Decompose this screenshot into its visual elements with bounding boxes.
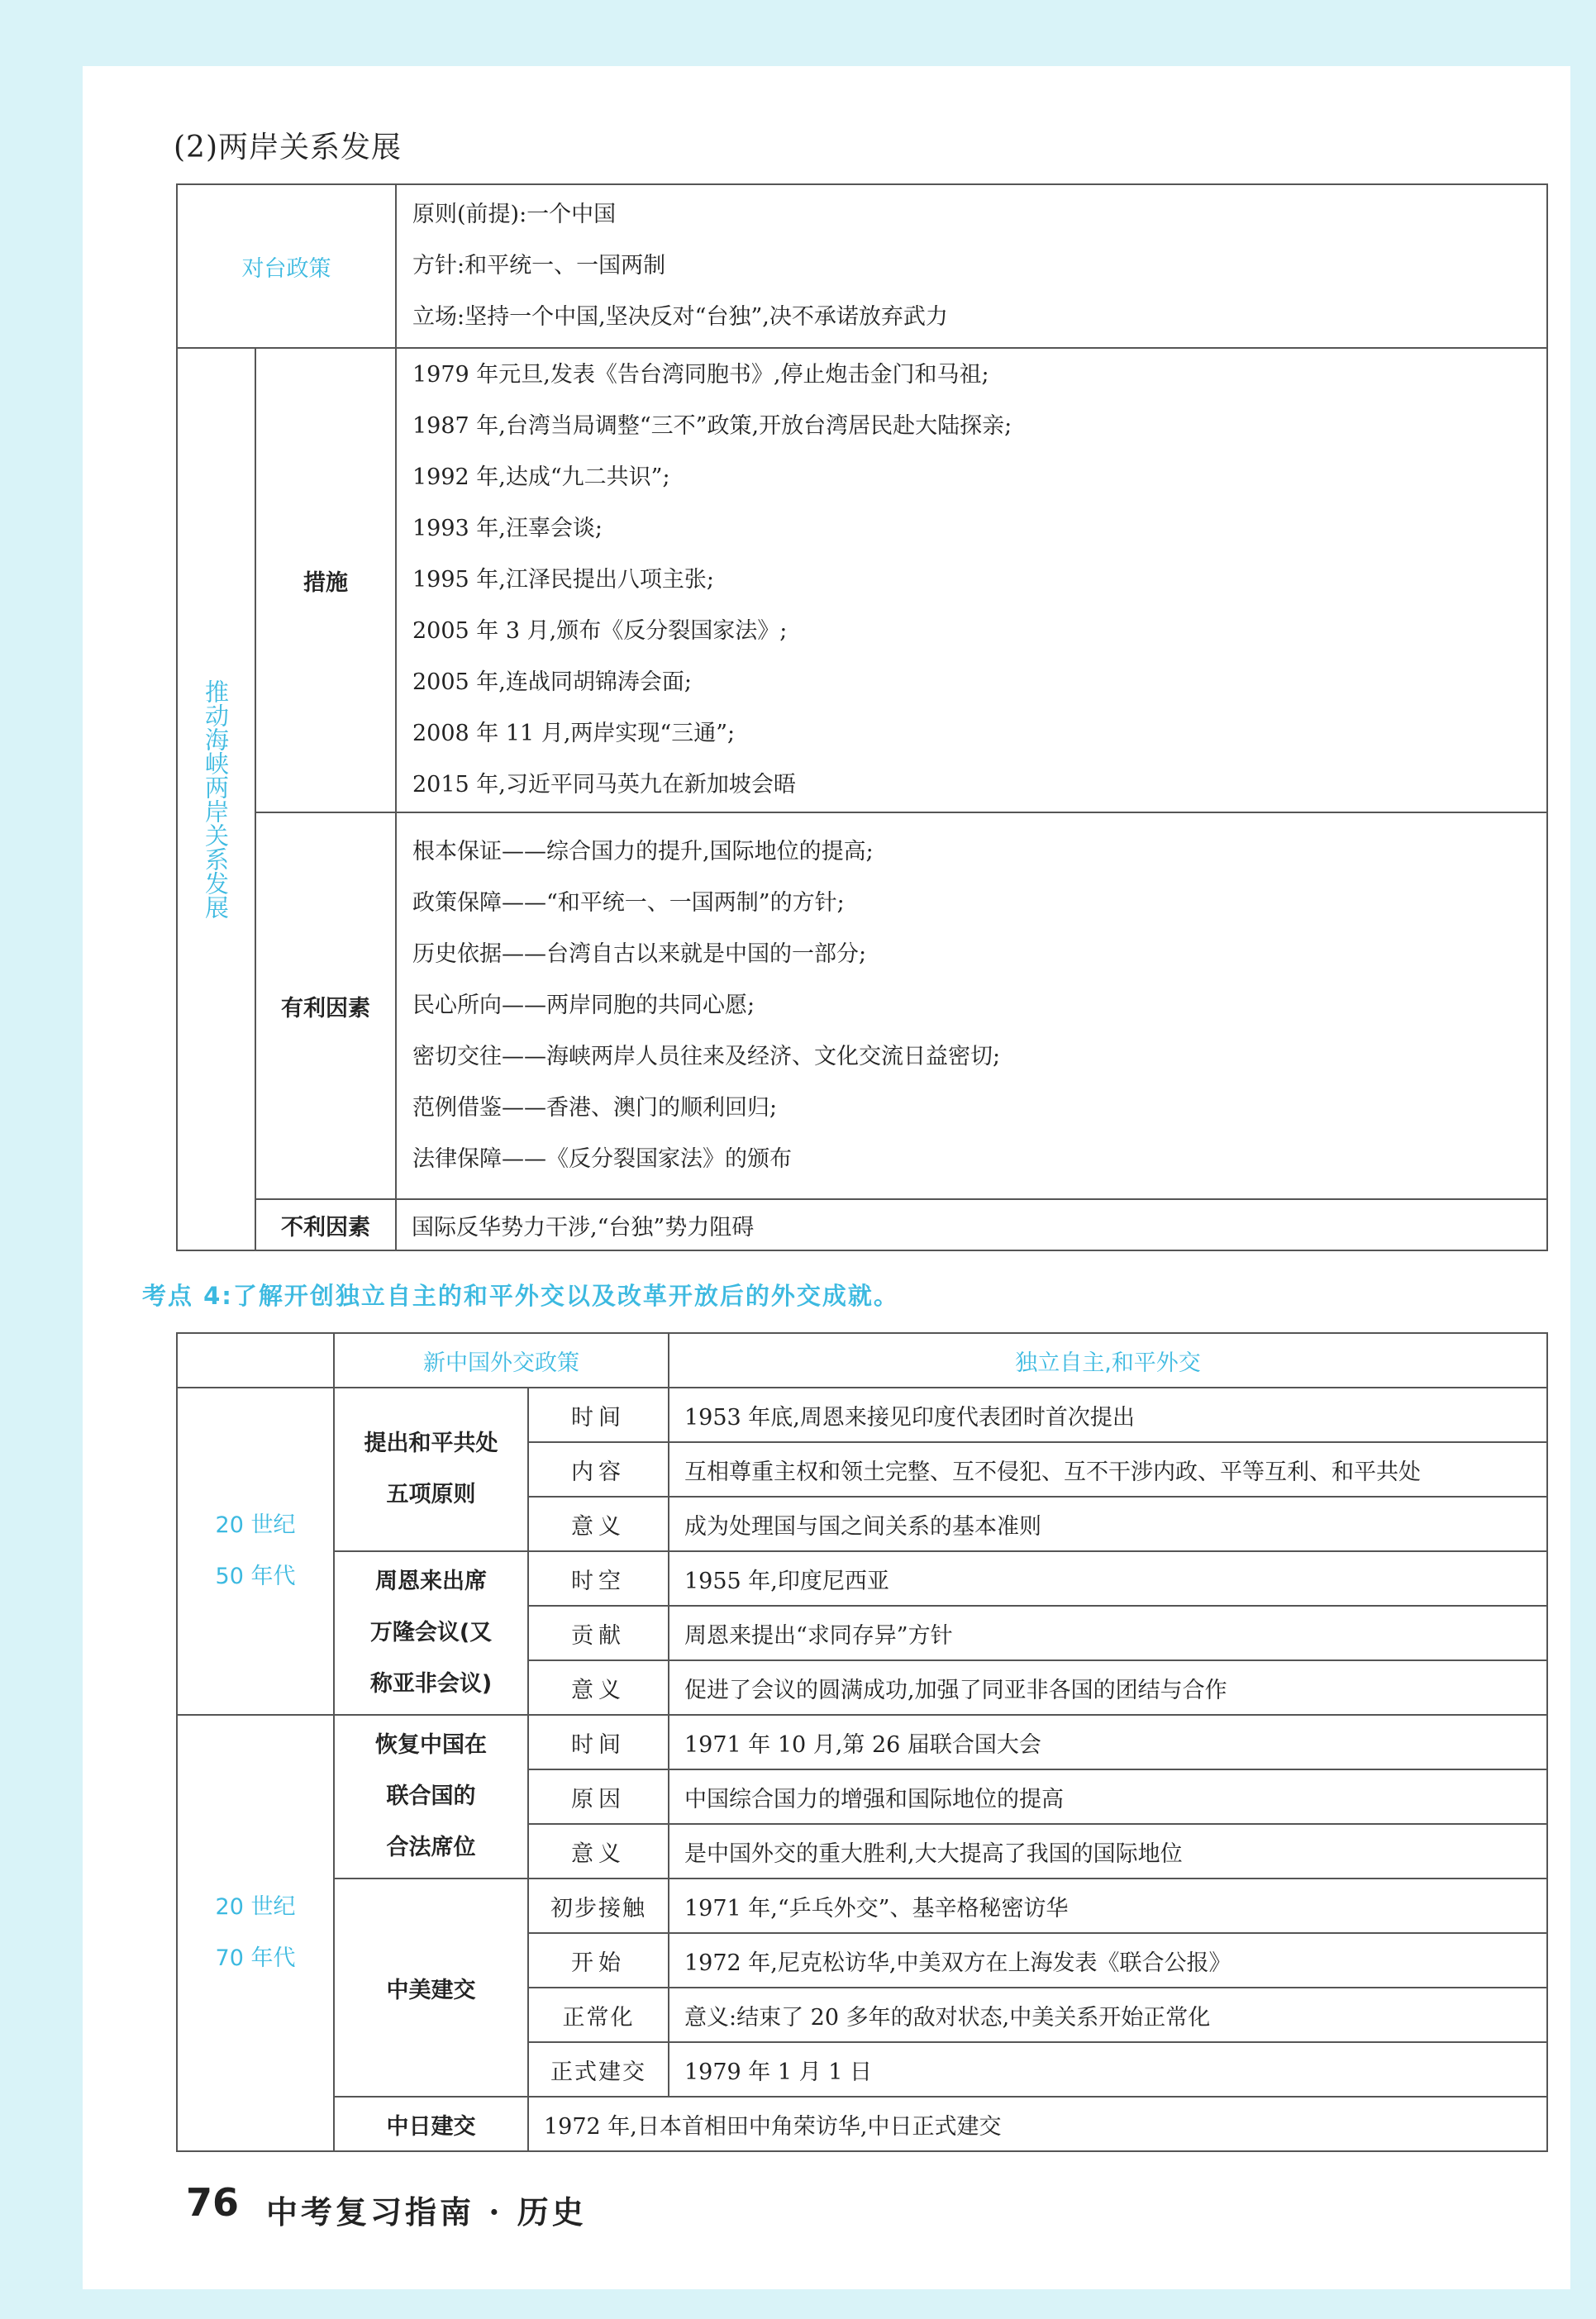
policy-cell <box>396 184 1547 348</box>
five-principles-label <box>334 1388 528 1551</box>
measure-line: 2015 年,习近平同马英九在新加坡会晤 <box>412 772 796 798</box>
favorable-line: 根本保证——综合国力的提升,国际地位的提高; <box>412 839 874 864</box>
row-key: 正常化 <box>528 1988 669 2042</box>
cross-strait-table <box>176 183 1548 1251</box>
favorable-line: 民心所向——两岸同胞的共同心愿; <box>412 993 755 1018</box>
favorable-cell <box>396 812 1547 1199</box>
row-key: 内容 <box>528 1442 669 1497</box>
row-value: 意义:结束了 20 多年的敌对状态,中美关系开始正常化 <box>669 1988 1547 2042</box>
favorable-line: 密切交往——海峡两岸人员往来及经济、文化交流日益密切; <box>412 1044 1001 1069</box>
favorable-line: 历史依据——台湾自古以来就是中国的一部分; <box>412 941 867 967</box>
group-label: 推动海峡两岸关系发展 <box>202 679 230 919</box>
row-key: 时间 <box>528 1715 669 1769</box>
measure-line: 2008 年 11 月,两岸实现“三通”; <box>412 721 736 746</box>
row-key: 时间 <box>528 1388 669 1442</box>
un-label <box>334 1715 528 1879</box>
era-50s-line2: 50 年代 <box>215 1564 296 1589</box>
policy-line: 方针:和平统一、一国两制 <box>412 253 666 279</box>
era-70s-line1: 20 世纪 <box>215 1894 296 1920</box>
un-line3: 合法席位 <box>386 1835 476 1860</box>
row-value: 促进了会议的圆满成功,加强了同亚非各国的团结与合作 <box>669 1660 1547 1715</box>
measures-label: 措施 <box>255 348 396 812</box>
row-key: 意义 <box>528 1824 669 1879</box>
five-principles-line1: 提出和平共处 <box>364 1431 498 1456</box>
diplomacy-table <box>176 1332 1548 2152</box>
row-key: 初步接触 <box>528 1879 669 1933</box>
era-70s <box>177 1715 334 2151</box>
row-key: 时空 <box>528 1551 669 1606</box>
measure-line: 2005 年 3 月,颁布《反分裂国家法》; <box>412 618 788 644</box>
era-70s-line2: 70 年代 <box>215 1945 296 1971</box>
measure-line: 1992 年,达成“九二共识”; <box>412 464 670 490</box>
policy-line: 立场:坚持一个中国,坚决反对“台独”,决不承诺放弃武力 <box>412 304 948 330</box>
policy-label: 对台政策 <box>177 184 396 348</box>
bandung-label <box>334 1551 528 1715</box>
measure-line: 1995 年,江泽民提出八项主张; <box>412 567 714 593</box>
row-value: 1971 年 10 月,第 26 届联合国大会 <box>669 1715 1547 1769</box>
row-value: 1953 年底,周恩来接见印度代表团时首次提出 <box>669 1388 1547 1442</box>
row-value: 1955 年,印度尼西亚 <box>669 1551 1547 1606</box>
row-value: 1971 年,“乒乓外交”、基辛格秘密访华 <box>669 1879 1547 1933</box>
favorable-label: 有利因素 <box>255 812 396 1199</box>
sino-us-label: 中美建交 <box>334 1879 528 2097</box>
unfavorable-text: 国际反华势力干涉,“台独”势力阻碍 <box>396 1199 1547 1250</box>
row-value: 中国综合国力的增强和国际地位的提高 <box>669 1769 1547 1824</box>
page-number: 76 <box>186 2180 240 2225</box>
group-label-cell <box>177 348 255 1250</box>
header-blank <box>177 1333 334 1388</box>
bandung-line2: 万隆会议(又 <box>369 1620 493 1645</box>
measure-line: 1979 年元旦,发表《告台湾同胞书》,停止炮击金门和马祖; <box>412 362 989 388</box>
measure-line: 1993 年,汪辜会谈; <box>412 516 603 541</box>
bandung-line1: 周恩来出席 <box>375 1569 487 1594</box>
row-key: 贡献 <box>528 1606 669 1660</box>
exam-point-heading: 考点 4:了解开创独立自主的和平外交以及改革开放后的外交成就。 <box>142 1282 899 1310</box>
row-key: 原因 <box>528 1769 669 1824</box>
row-value: 周恩来提出“求同存异”方针 <box>669 1606 1547 1660</box>
favorable-line: 范例借鉴——香港、澳门的顺利回归; <box>412 1095 778 1121</box>
row-value: 互相尊重主权和领土完整、互不侵犯、互不干涉内政、平等互利、和平共处 <box>669 1442 1547 1497</box>
row-key: 正式建交 <box>528 2042 669 2097</box>
header-policy: 新中国外交政策 <box>334 1333 669 1388</box>
era-50s <box>177 1388 334 1715</box>
row-key: 开始 <box>528 1933 669 1988</box>
era-50s-line1: 20 世纪 <box>215 1512 296 1538</box>
un-line1: 恢复中国在 <box>375 1732 487 1758</box>
favorable-line: 法律保障——《反分裂国家法》的颁布 <box>412 1146 792 1172</box>
book-title: 中考复习指南 · 历史 <box>266 2193 587 2231</box>
sino-jp-label: 中日建交 <box>334 2097 528 2151</box>
five-principles-line2: 五项原则 <box>386 1482 476 1507</box>
row-value: 是中国外交的重大胜利,大大提高了我国的国际地位 <box>669 1824 1547 1879</box>
measure-line: 2005 年,连战同胡锦涛会面; <box>412 669 692 695</box>
row-value: 1972 年,尼克松访华,中美双方在上海发表《联合公报》 <box>669 1933 1547 1988</box>
unfavorable-label: 不利因素 <box>255 1199 396 1250</box>
policy-line: 原则(前提):一个中国 <box>412 202 617 227</box>
measures-cell <box>396 348 1547 812</box>
sino-jp-value: 1972 年,日本首相田中角荣访华,中日正式建交 <box>528 2097 1547 2151</box>
measure-line: 1987 年,台湾当局调整“三不”政策,开放台湾居民赴大陆探亲; <box>412 413 1012 439</box>
row-value: 1979 年 1 月 1 日 <box>669 2042 1547 2097</box>
un-line2: 联合国的 <box>386 1783 476 1809</box>
header-value: 独立自主,和平外交 <box>669 1333 1547 1388</box>
favorable-line: 政策保障——“和平统一、一国两制”的方针; <box>412 890 845 916</box>
row-key: 意义 <box>528 1497 669 1551</box>
row-key: 意义 <box>528 1660 669 1715</box>
bandung-line3: 称亚非会议) <box>369 1671 493 1697</box>
row-value: 成为处理国与国之间关系的基本准则 <box>669 1497 1547 1551</box>
section-heading: (2)两岸关系发展 <box>174 131 402 164</box>
